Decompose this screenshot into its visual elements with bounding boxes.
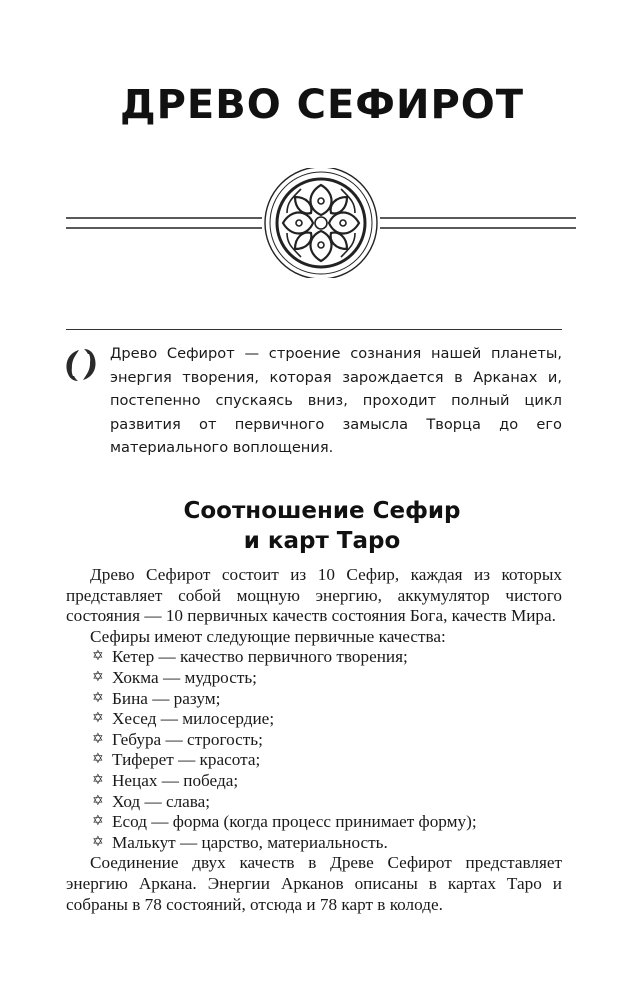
star-of-david-icon: ✡ (92, 649, 104, 665)
ornament-divider (0, 168, 644, 278)
callout-text: Древо Сефирот — строение сознания нашей планеты, энергия творения, которая зарождается в Арканах и, постепенно спускаясь вниз, проходит полный цикл развития от первичного замысла Творца до его материального воплощения. (110, 345, 562, 456)
star-of-david-icon: ✡ (92, 834, 104, 850)
section-title-line-2: и карт Таро (243, 528, 401, 554)
celtic-knot-medallion-icon (265, 168, 377, 278)
section-title-line-1: Соотношение Сефир (183, 498, 461, 524)
section-title (0, 496, 644, 556)
list-item: ✡ Малькут — царство, материальность. (92, 832, 388, 852)
list-item: ✡ Бина — разум; (92, 688, 221, 708)
list-heading: Сефиры имеют следующие первичные качества: (90, 626, 446, 646)
list-item: ✡ Есод — форма (когда процесс принимает форму); (92, 812, 477, 832)
qualities-list (66, 647, 562, 853)
star-of-david-icon: ✡ (92, 731, 104, 747)
intro-paragraph: Древо Сефирот состоит из 10 Сефир, каждая из которых представляет собой мощную энергию, аккумулятор чистого состояния — 10 первичных качеств состояния Бога, качеств Мира. (66, 565, 562, 626)
list-item: ✡ Тиферет — красота; (92, 750, 261, 770)
callout-top-rule (66, 329, 562, 330)
star-of-david-icon: ✡ (92, 772, 104, 788)
star-of-david-icon: ✡ (92, 814, 104, 830)
list-item: ✡ Ход — слава; (92, 791, 211, 811)
chapter-title: ДРЕВО СЕФИРОТ (119, 82, 525, 128)
list-item: ✡ Хокма — мудрость; (92, 667, 257, 687)
list-item: ✡ Гебура — строгость; (92, 729, 263, 749)
list-item: ✡ Нецах — победа; (92, 770, 239, 790)
star-of-david-icon: ✡ (92, 752, 104, 768)
list-item: ✡ Хесед — милосердие; (92, 709, 275, 729)
list-item: ✡ Кетер — качество первичного творения; (92, 647, 408, 667)
star-of-david-icon: ✡ (92, 669, 104, 685)
divider-lines (66, 218, 576, 228)
conclusion-paragraph: Соединение двух качеств в Древе Сефирот представляет энергию Аркана. Энергии Арканов описаны в картах Таро и собраны в 78 состояний, отсюда и 78 карт в колоде. (66, 853, 562, 914)
star-of-david-icon: ✡ (92, 711, 104, 727)
star-of-david-icon: ✡ (92, 690, 104, 706)
body-text (66, 565, 562, 915)
star-of-david-icon: ✡ (92, 793, 104, 809)
two-arrows-leaf-icon (62, 346, 100, 384)
